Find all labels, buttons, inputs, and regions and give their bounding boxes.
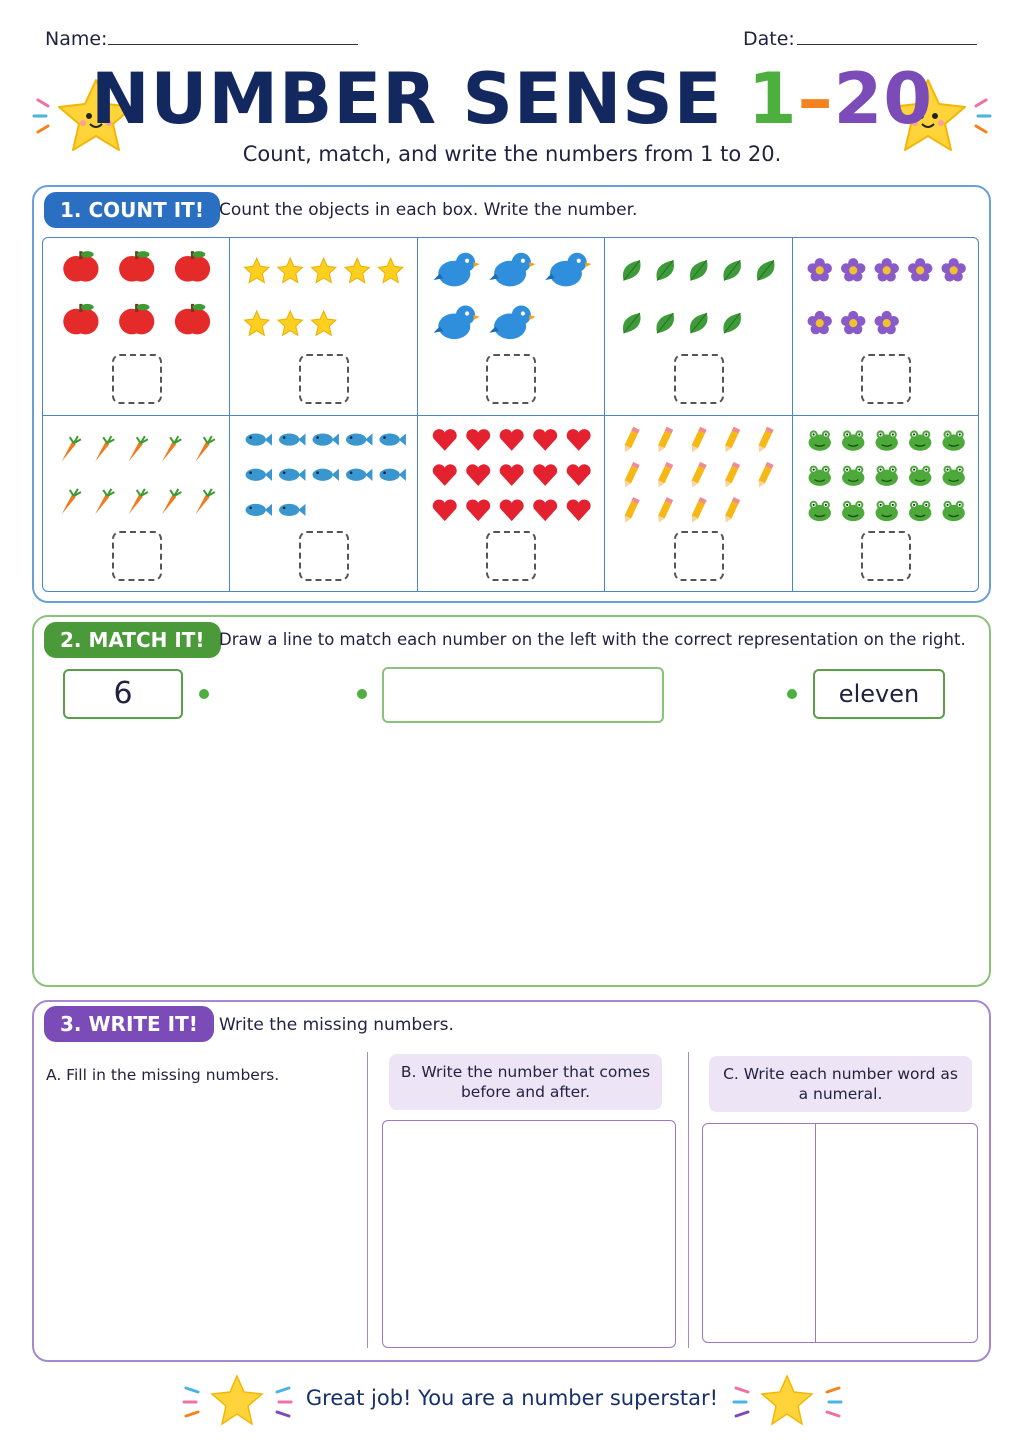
- count-box: [793, 416, 979, 593]
- number-word-table: [702, 1123, 978, 1343]
- match-instruction: Draw a line to match each number on the left with the correct representation on the right.: [219, 630, 966, 649]
- pencil-icon: [656, 426, 674, 453]
- frog-icon: [875, 500, 897, 520]
- star-icon-group: [240, 244, 407, 350]
- star-icon: [312, 258, 336, 282]
- bird-icon: [545, 253, 591, 287]
- pencil-icon: [756, 461, 774, 488]
- part-a-label: A. Fill in the missing numbers.: [46, 1066, 280, 1084]
- fish-icon: [246, 503, 272, 515]
- count-box: [230, 416, 417, 593]
- name-label: Name:: [45, 28, 108, 50]
- frog-icon-group: [803, 422, 970, 528]
- pencil-icon: [689, 426, 707, 453]
- flower-icon: [841, 311, 865, 334]
- frog-icon: [808, 465, 830, 485]
- heart-icon: [533, 499, 557, 521]
- count-box: [43, 416, 230, 593]
- fish-icon: [246, 433, 272, 445]
- heart-icon: [566, 429, 590, 451]
- star-icon: [278, 258, 302, 282]
- frog-icon: [808, 430, 830, 450]
- fish-icon: [346, 433, 372, 445]
- fish-icon: [313, 468, 339, 480]
- match-dot[interactable]: [357, 689, 367, 699]
- carrot-icon: [162, 436, 181, 461]
- column-divider: [815, 1124, 816, 1343]
- frog-icon: [909, 465, 931, 485]
- fish-icon: [313, 433, 339, 445]
- flower-icon: [807, 258, 831, 281]
- representation-box: [382, 667, 664, 723]
- bird-icon: [489, 306, 535, 340]
- part-c-label: C. Write each number word as a numeral.: [709, 1056, 972, 1112]
- answer-box[interactable]: [299, 531, 349, 581]
- page-subtitle: Count, match, and write the numbers from 1 to 20.: [242, 142, 782, 166]
- heart-icon: [433, 499, 457, 521]
- pencil-icon: [723, 461, 741, 488]
- heart-icon: [533, 429, 557, 451]
- match-word: eleven: [813, 669, 945, 719]
- apple-icon: [63, 251, 98, 281]
- flower-icon: [841, 258, 865, 281]
- fish-icon: [279, 433, 305, 445]
- count-box: [418, 416, 605, 593]
- heart-icon: [566, 499, 590, 521]
- heart-icon: [500, 429, 524, 451]
- divider: [688, 1052, 689, 1348]
- frog-icon: [842, 430, 864, 450]
- leaf-icon: [724, 260, 742, 280]
- name-line[interactable]: [108, 44, 358, 45]
- bird-icon: [433, 306, 479, 340]
- bird-icon-group: [428, 244, 595, 350]
- leaf-icon: [690, 313, 708, 333]
- fish-icon: [279, 503, 305, 515]
- fish-icon: [246, 468, 272, 480]
- carrot-icon: [196, 488, 215, 513]
- frog-icon: [842, 465, 864, 485]
- apple-icon: [175, 304, 210, 334]
- pencil-icon: [756, 426, 774, 453]
- answer-box[interactable]: [486, 354, 536, 404]
- frog-icon: [942, 500, 964, 520]
- apple-icon: [119, 251, 154, 281]
- pencil-icon-group: [615, 422, 782, 528]
- fish-icon: [279, 468, 305, 480]
- answer-box[interactable]: [861, 354, 911, 404]
- leaf-icon: [623, 260, 641, 280]
- heart-icon: [466, 499, 490, 521]
- count-box: [605, 238, 792, 416]
- star-icon: [730, 1372, 845, 1428]
- fish-icon-group: [240, 422, 407, 528]
- count-box: [418, 238, 605, 416]
- date-label: Date:: [743, 28, 795, 50]
- pencil-icon: [622, 461, 640, 488]
- frog-icon: [942, 465, 964, 485]
- star-icon: [345, 258, 369, 282]
- apple-icon: [119, 304, 154, 334]
- leaf-icon: [724, 313, 742, 333]
- leaf-icon-group: [615, 244, 782, 350]
- leaf-icon: [657, 260, 675, 280]
- answer-box[interactable]: [861, 531, 911, 581]
- fish-icon: [346, 468, 372, 480]
- frog-icon: [875, 465, 897, 485]
- write-instruction: Write the missing numbers.: [219, 1015, 454, 1035]
- count-box: [43, 238, 230, 416]
- star-icon: [245, 258, 269, 282]
- carrot-icon-group: [53, 422, 220, 528]
- carrot-icon: [95, 488, 114, 513]
- pencil-icon: [689, 461, 707, 488]
- fish-icon: [380, 433, 406, 445]
- heart-icon-group: [428, 422, 595, 528]
- count-grid: [42, 237, 979, 592]
- divider: [367, 1052, 368, 1348]
- before-after-table: [382, 1120, 676, 1348]
- star-icon: [245, 311, 269, 335]
- flower-icon: [874, 311, 898, 334]
- carrot-icon: [62, 436, 81, 461]
- match-badge: 2. MATCH IT!: [44, 622, 221, 658]
- answer-box[interactable]: [112, 531, 162, 581]
- leaf-icon: [757, 260, 775, 280]
- write-badge: 3. WRITE IT!: [44, 1006, 214, 1042]
- fish-icon: [380, 468, 406, 480]
- frog-icon: [942, 430, 964, 450]
- footer-message: Great job! You are a number superstar!: [305, 1386, 719, 1410]
- heart-icon: [500, 464, 524, 486]
- bird-icon: [433, 253, 479, 287]
- pencil-icon: [723, 426, 741, 453]
- page-title: NUMBER SENSE 1–20: [90, 58, 934, 140]
- flower-icon: [941, 258, 965, 281]
- star-icon: [278, 311, 302, 335]
- flower-icon: [807, 311, 831, 334]
- carrot-icon: [129, 488, 148, 513]
- apple-icon: [63, 304, 98, 334]
- apple-icon-group: [53, 244, 220, 350]
- carrot-icon: [62, 488, 81, 513]
- answer-box[interactable]: [674, 531, 724, 581]
- carrot-icon: [129, 436, 148, 461]
- answer-box[interactable]: [674, 354, 724, 404]
- heart-icon: [433, 464, 457, 486]
- carrot-icon: [95, 436, 114, 461]
- heart-icon: [533, 464, 557, 486]
- count-instruction: Count the objects in each box. Write the number.: [219, 200, 638, 220]
- leaf-icon: [623, 313, 641, 333]
- pencil-icon: [689, 497, 707, 524]
- carrot-icon: [196, 436, 215, 461]
- pencil-icon: [723, 497, 741, 524]
- heart-icon: [433, 429, 457, 451]
- match-dot[interactable]: [199, 689, 209, 699]
- answer-box[interactable]: [486, 531, 536, 581]
- heart-icon: [500, 499, 524, 521]
- count-box: [793, 238, 979, 416]
- flower-icon: [874, 258, 898, 281]
- heart-icon: [466, 429, 490, 451]
- heart-icon: [466, 464, 490, 486]
- flower-icon: [908, 258, 932, 281]
- part-b-label: B. Write the number that comes before and after.: [389, 1054, 662, 1110]
- star-icon: [312, 311, 336, 335]
- frog-icon: [875, 430, 897, 450]
- leaf-icon: [690, 260, 708, 280]
- pencil-icon: [656, 461, 674, 488]
- carrot-icon: [162, 488, 181, 513]
- heart-icon: [566, 464, 590, 486]
- answer-box[interactable]: [299, 354, 349, 404]
- leaf-icon: [657, 313, 675, 333]
- apple-icon: [175, 251, 210, 281]
- pencil-icon: [656, 497, 674, 524]
- match-dot[interactable]: [787, 689, 797, 699]
- count-box: [605, 416, 792, 593]
- frog-icon: [808, 500, 830, 520]
- frog-icon: [909, 430, 931, 450]
- date-line[interactable]: [797, 44, 977, 45]
- pencil-icon: [622, 497, 640, 524]
- answer-box[interactable]: [112, 354, 162, 404]
- frog-icon: [842, 500, 864, 520]
- count-box: [230, 238, 417, 416]
- match-number: 6: [63, 669, 183, 719]
- pencil-icon: [622, 426, 640, 453]
- flower-icon-group: [803, 244, 970, 350]
- frog-icon: [909, 500, 931, 520]
- star-icon: [379, 258, 403, 282]
- bird-icon: [489, 253, 535, 287]
- count-badge: 1. COUNT IT!: [44, 192, 220, 228]
